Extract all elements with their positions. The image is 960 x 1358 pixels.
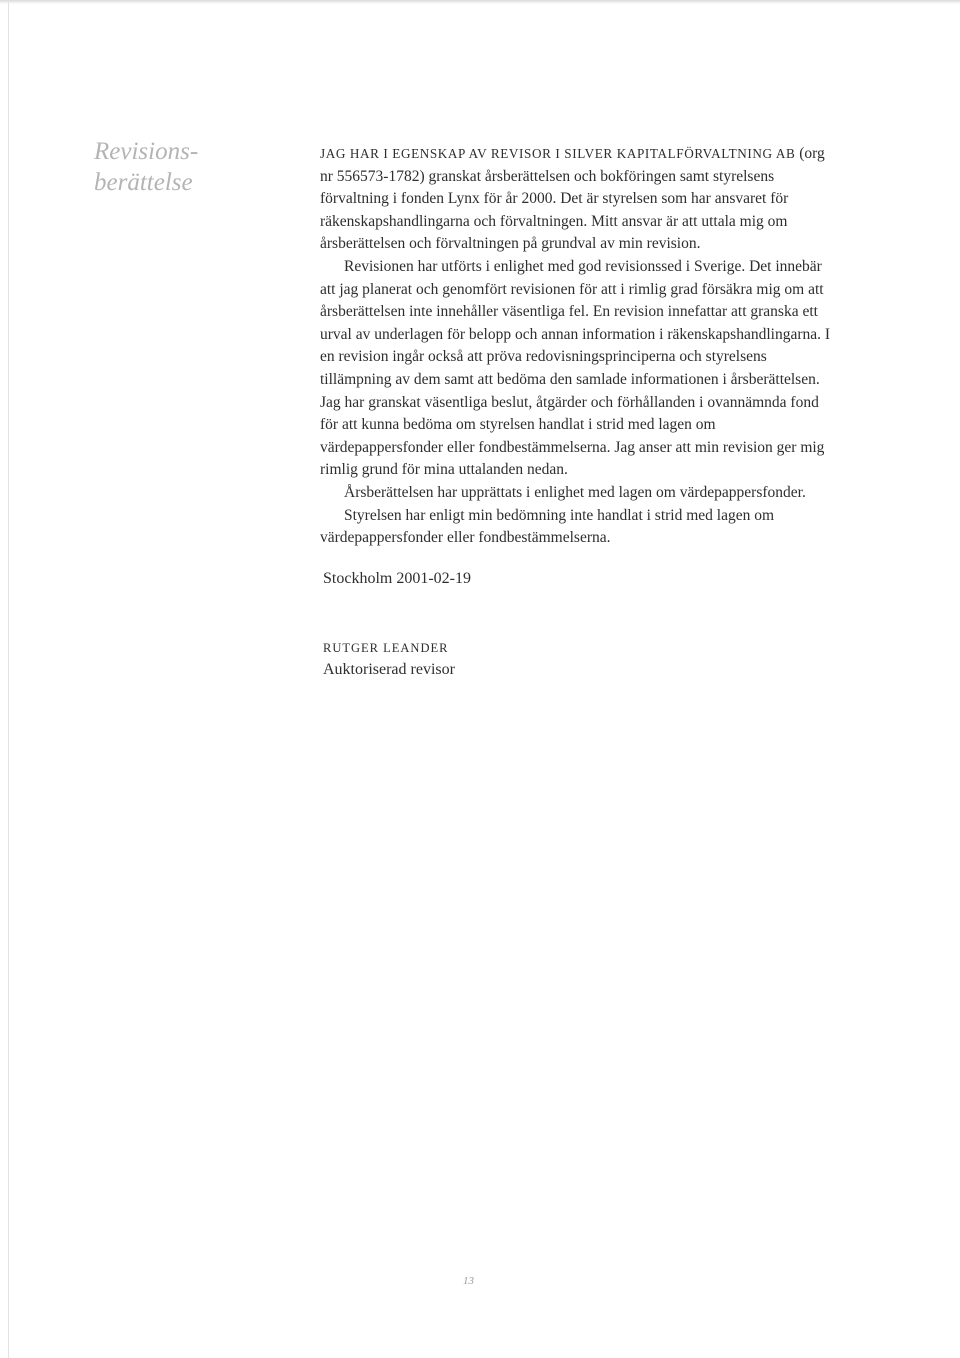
paragraph-1 <box>320 143 840 256</box>
section-title-line-2: berättelse <box>94 169 193 196</box>
paragraph-3: Årsberättelsen har upprättats i enlighet med lagen om värdepappersfonder. <box>344 483 806 501</box>
paragraph-lead-caps: JAG HAR I EGENSKAP AV REVISOR I SILVER KAPITALFÖRVALTNING AB <box>320 146 796 161</box>
section-title-line-1: Revisions- <box>94 138 199 165</box>
page-number: 13 <box>463 1275 474 1287</box>
paragraph-2: Revisionen har utförts i enlighet med god revisionssed i Sverige. Det innebär att jag planerat och genomfört revisionen för att i rimlig grad försäkra mig om att årsberättelsen inte innehåller väsentliga fel. En revision innefattar att granska ett urval av underlagen för belopp och annan information i räkenskapshandlingarna. I en revision ingår också att pröva redovisningsprinciperna och styrelsens tillämpning av dem samt att bedöma den samlade informationen i årsberättelsen. Jag har granskat väsentliga beslut, åtgärder och förhållanden i ovannämnda fond för att kunna bedöma om styrelsen handlat i strid med lagen om värdepappersfonder eller fondbestämmelserna. Jag anser att min revision ger mig rimlig grund för mina uttalanden nedan. <box>320 257 831 479</box>
paragraph-4: Styrelsen har enligt min bedömning inte handlat i strid med lagen om värdepappersfonder eller fondbestämmelserna. <box>320 506 775 547</box>
report-body <box>320 143 840 550</box>
page-left-rule <box>8 0 9 1358</box>
section-title <box>94 136 264 198</box>
paragraph-1-text: (org nr 556573-1782) granskat årsberättelsen och bokföringen samt styrelsens förvaltning i fonden Lynx för år 2000. Det är styrelsen som har ansvaret för räkenskapshandlingarna och förvaltningen. Mitt ansvar är att uttala mig om årsberättelsen och förvaltningen på grundval av min revision. <box>320 145 825 253</box>
place-and-date: Stockholm 2001-02-19 <box>323 570 471 587</box>
signatory-name: RUTGER LEANDER <box>323 641 449 655</box>
page-top-edge <box>0 0 960 4</box>
signatory-title: Auktoriserad revisor <box>323 661 455 678</box>
